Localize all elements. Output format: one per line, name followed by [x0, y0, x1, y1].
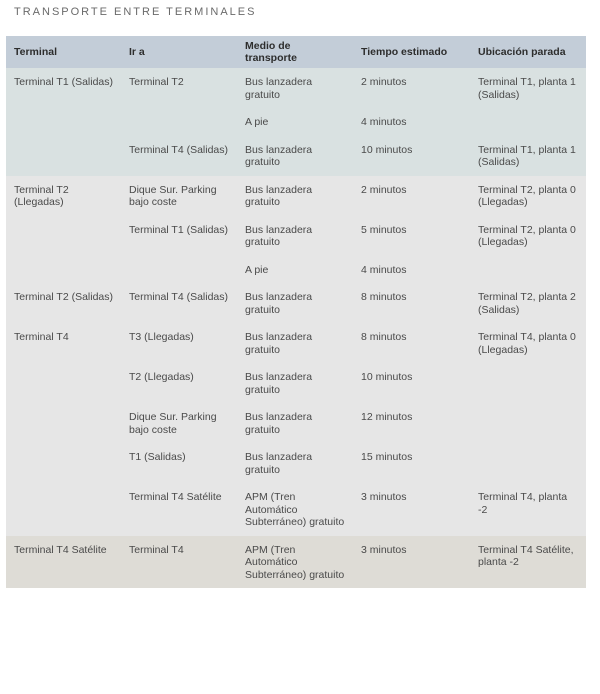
destination-cell: Dique Sur. Parking bajo coste: [121, 176, 237, 216]
destination-cell: T2 (Llegadas): [121, 363, 237, 403]
stop-cell: Terminal T1, planta 1 (Salidas): [470, 136, 586, 176]
time-cell: 2 minutos: [353, 176, 470, 216]
destination-cell: T3 (Llegadas): [121, 323, 237, 363]
header-stop: Ubicación parada: [470, 36, 586, 68]
stop-cell: Terminal T2, planta 2 (Salidas): [470, 283, 586, 323]
transport-cell: Bus lanzadera gratuito: [237, 403, 353, 443]
table-row: [6, 256, 586, 284]
transport-cell: Bus lanzadera gratuito: [237, 216, 353, 256]
terminal-cell: [6, 216, 121, 256]
transport-table: [6, 36, 586, 588]
stop-cell: Terminal T1, planta 1 (Salidas): [470, 68, 586, 108]
header-transport: Medio de transporte: [237, 36, 353, 68]
transport-cell: Bus lanzadera gratuito: [237, 283, 353, 323]
transport-cell: Bus lanzadera gratuito: [237, 68, 353, 108]
time-cell: 8 minutos: [353, 283, 470, 323]
header-terminal: Terminal: [6, 36, 121, 68]
terminal-cell: [6, 136, 121, 176]
table-row: [6, 176, 586, 216]
time-cell: 10 minutos: [353, 363, 470, 403]
group-terminal-t1-salidas: [6, 68, 586, 176]
destination-cell: Terminal T4 Satélite: [121, 483, 237, 536]
header-destination: Ir a: [121, 36, 237, 68]
section-title: TRANSPORTE ENTRE TERMINALES: [14, 6, 257, 18]
group-terminal-t2-llegadas: [6, 176, 586, 284]
terminal-cell: Terminal T2 (Salidas): [6, 283, 121, 323]
transport-cell: APM (Tren Automático Subterráneo) gratuito: [237, 483, 353, 536]
destination-cell: T1 (Salidas): [121, 443, 237, 483]
transport-cell: A pie: [237, 256, 353, 284]
destination-cell: Terminal T4 (Salidas): [121, 136, 237, 176]
transport-cell: Bus lanzadera gratuito: [237, 323, 353, 363]
time-cell: 8 minutos: [353, 323, 470, 363]
stop-cell: Terminal T4, planta -2: [470, 483, 586, 536]
table-row: [6, 216, 586, 256]
table-row: [6, 443, 586, 483]
table-row: [6, 403, 586, 443]
terminal-cell: [6, 108, 121, 136]
transport-cell: A pie: [237, 108, 353, 136]
destination-cell: Terminal T4 (Salidas): [121, 283, 237, 323]
destination-cell: Dique Sur. Parking bajo coste: [121, 403, 237, 443]
destination-cell: Terminal T4: [121, 536, 237, 589]
terminal-cell: Terminal T2 (Llegadas): [6, 176, 121, 216]
group-terminal-t4: [6, 323, 586, 536]
time-cell: 4 minutos: [353, 256, 470, 284]
time-cell: 10 minutos: [353, 136, 470, 176]
stop-cell: Terminal T2, planta 0 (Llegadas): [470, 216, 586, 256]
destination-cell: [121, 108, 237, 136]
destination-cell: Terminal T1 (Salidas): [121, 216, 237, 256]
destination-cell: [121, 256, 237, 284]
table-row: [6, 136, 586, 176]
time-cell: 5 minutos: [353, 216, 470, 256]
stop-cell: [470, 363, 586, 403]
table-row: [6, 323, 586, 363]
terminal-cell: Terminal T4 Satélite: [6, 536, 121, 589]
stop-cell: Terminal T2, planta 0 (Llegadas): [470, 176, 586, 216]
header-time: Tiempo estimado: [353, 36, 470, 68]
transport-cell: Bus lanzadera gratuito: [237, 136, 353, 176]
stop-cell: [470, 256, 586, 284]
transport-cell: Bus lanzadera gratuito: [237, 363, 353, 403]
time-cell: 3 minutos: [353, 483, 470, 536]
table-row: [6, 68, 586, 108]
terminal-cell: Terminal T4: [6, 323, 121, 363]
time-cell: 12 minutos: [353, 403, 470, 443]
table-header: [6, 36, 586, 68]
destination-cell: Terminal T2: [121, 68, 237, 108]
time-cell: 2 minutos: [353, 68, 470, 108]
transport-cell: APM (Tren Automático Subterráneo) gratuito: [237, 536, 353, 589]
time-cell: 3 minutos: [353, 536, 470, 589]
time-cell: 4 minutos: [353, 108, 470, 136]
terminal-cell: [6, 483, 121, 536]
terminal-cell: [6, 403, 121, 443]
stop-cell: [470, 108, 586, 136]
table-row: [6, 483, 586, 536]
time-cell: 15 minutos: [353, 443, 470, 483]
stop-cell: Terminal T4 Satélite, planta -2: [470, 536, 586, 589]
terminal-cell: [6, 443, 121, 483]
terminal-cell: Terminal T1 (Salidas): [6, 68, 121, 108]
table-row: [6, 363, 586, 403]
stop-cell: [470, 403, 586, 443]
table-row: [6, 283, 586, 323]
transport-cell: Bus lanzadera gratuito: [237, 176, 353, 216]
group-terminal-t4-satelite: [6, 536, 586, 589]
stop-cell: Terminal T4, planta 0 (Llegadas): [470, 323, 586, 363]
terminal-cell: [6, 363, 121, 403]
terminal-cell: [6, 256, 121, 284]
stop-cell: [470, 443, 586, 483]
group-terminal-t2-salidas: [6, 283, 586, 323]
table-row: [6, 108, 586, 136]
table-row: [6, 536, 586, 589]
transport-cell: Bus lanzadera gratuito: [237, 443, 353, 483]
header-row: [6, 36, 586, 68]
